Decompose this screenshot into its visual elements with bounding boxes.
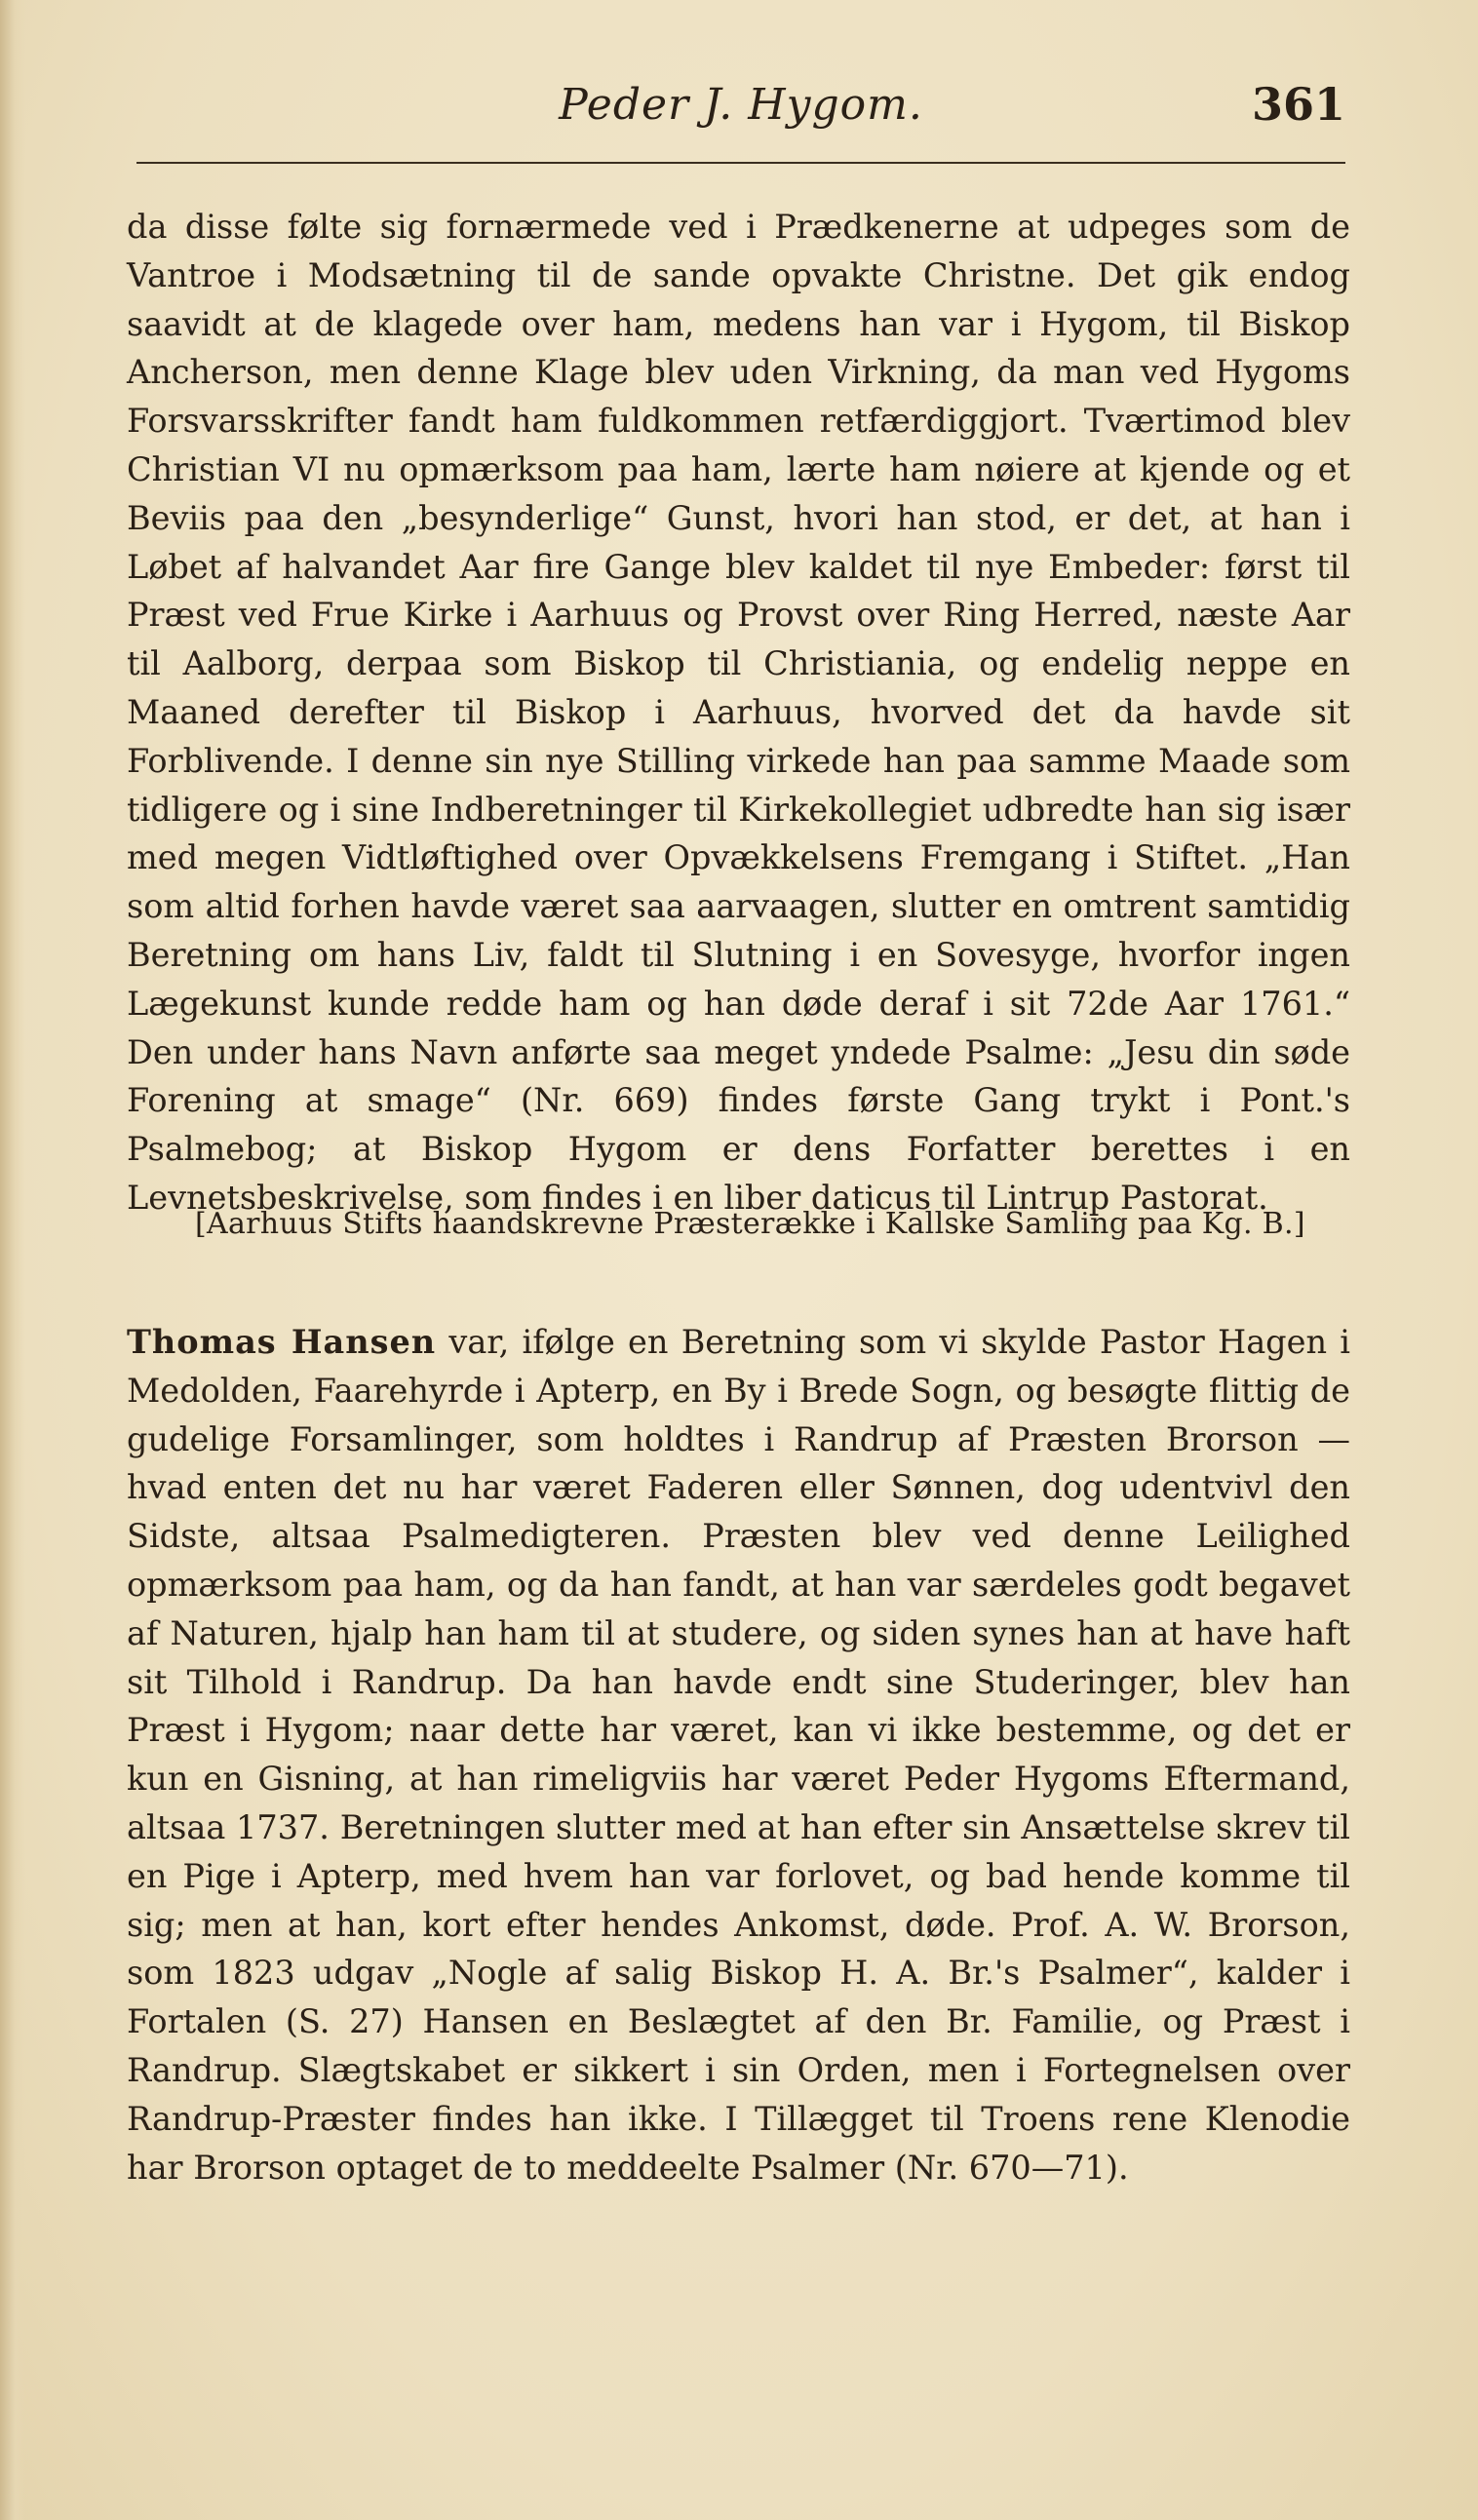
article-paragraph: [127, 1318, 1350, 2191]
article-body: var, ifølge en Beretning som vi skylde Pastor Hagen i Medolden, Faarehyrde i Apterp, en By i Brede Sogn, og besøgte flittig de gudelige Forsamlinger, som holdtes i Randrup af Præsten Brorson — hvad enten det nu har været Faderen eller Sønnen, dog udentvivl den Sidste, altsaa Psalmedigteren. Præsten blev ved denne Leilighed opmærksom paa ham, og da han fandt, at han var særdeles godt begavet af Naturen, hjalp han ham til at studere, og siden synes han at have haft sit Tilhold i Randrup. Da han havde endt sine Studeringer, blev han Præst i Hygom; naar dette har været, kan vi ikke bestemme, og det er kun en Gisning, at han rimeligviis har været Peder Hygoms Eftermand, altsaa 1737. Beretningen slutter med at han efter sin Ansættelse skrev til en Pige i Apterp, med hvem han var forlovet, og bad hende komme til sig; men at han, kort efter hendes Ankomst, døde. Prof. A. W. Brorson, som 1823 udgav „Nogle af salig Biskop H. A. Br.'s Psalmer“, kalder i Fortalen (S. 27) Hansen en Beslægtet af den Br. Familie, og Præst i Randrup. Slægtskabet er sikkert i sin Orden, men i Fortegnelsen over Randrup-Præster findes han ikke. I Tillægget til Troens rene Klenodie har Brorson optaget de to meddeelte Psalmer (Nr. 670—71).: [127, 1323, 1350, 2187]
article-peder-hygom-continued: [127, 203, 1350, 1222]
page-header: [136, 80, 1345, 138]
article-paragraph: da disse følte sig fornærmede ved i Prædkenerne at udpeges som de Vantroe i Modsætning til de sande opvakte Christne. Det gik endog saavidt at de klagede over ham, medens han var i Hygom, til Biskop Ancherson, men denne Klage blev uden Virkning, da man ved Hygoms Forsvarsskrifter fandt ham fuldkommen retfærdiggjort. Tværtimod blev Christian VI nu opmærksom paa ham, lærte ham nøiere at kjende og et Beviis paa den „besynderlige“ Gunst, hvori han stod, er det, at han i Løbet af halvandet Aar fire Gange blev kaldet til nye Embeder: først til Præst ved Frue Kirke i Aarhuus og Provst over Ring Herred, næste Aar til Aalborg, derpaa som Biskop til Christiania, og endelig neppe en Maaned derefter til Biskop i Aarhuus, hvorved det da havde sit Forblivende. I denne sin nye Stilling virkede han paa samme Maade som tidligere og i sine Indberetninger til Kirkekollegiet udbredte han sig især med megen Vidtløftighed over Opvækkelsens Fremgang i Stiftet. „Han som altid forhen havde været saa aarvaagen, slutter en omtrent samtidig Beretning om hans Liv, faldt til Slutning i en Sovesyge, hvorfor ingen Lægekunst kunde redde ham og han døde deraf i sit 72de Aar 1761.“ Den under hans Navn anførte saa meget yndede Psalme: „Jesu din søde Forening at smage“ (Nr. 669) findes første Gang trykt i Pont.'s Psalmebog; at Biskop Hygom er dens Forfatter berettes i en Levnetsbeskrivelse, som findes i en liber daticus til Lintrup Pastorat.: [127, 208, 1350, 1217]
spine-shadow: [0, 0, 25, 2520]
running-title: Peder J. Hygom.: [559, 80, 923, 130]
source-note: [Aarhuus Stifts haandskrevne Præsterække i Kallske Samling paa Kg. B.]: [195, 1207, 1305, 1241]
page-number: 361: [1251, 78, 1345, 131]
header-rule: [136, 162, 1345, 164]
article-headword: Thomas Hansen: [127, 1323, 437, 1361]
article-thomas-hansen: [127, 1318, 1350, 2191]
